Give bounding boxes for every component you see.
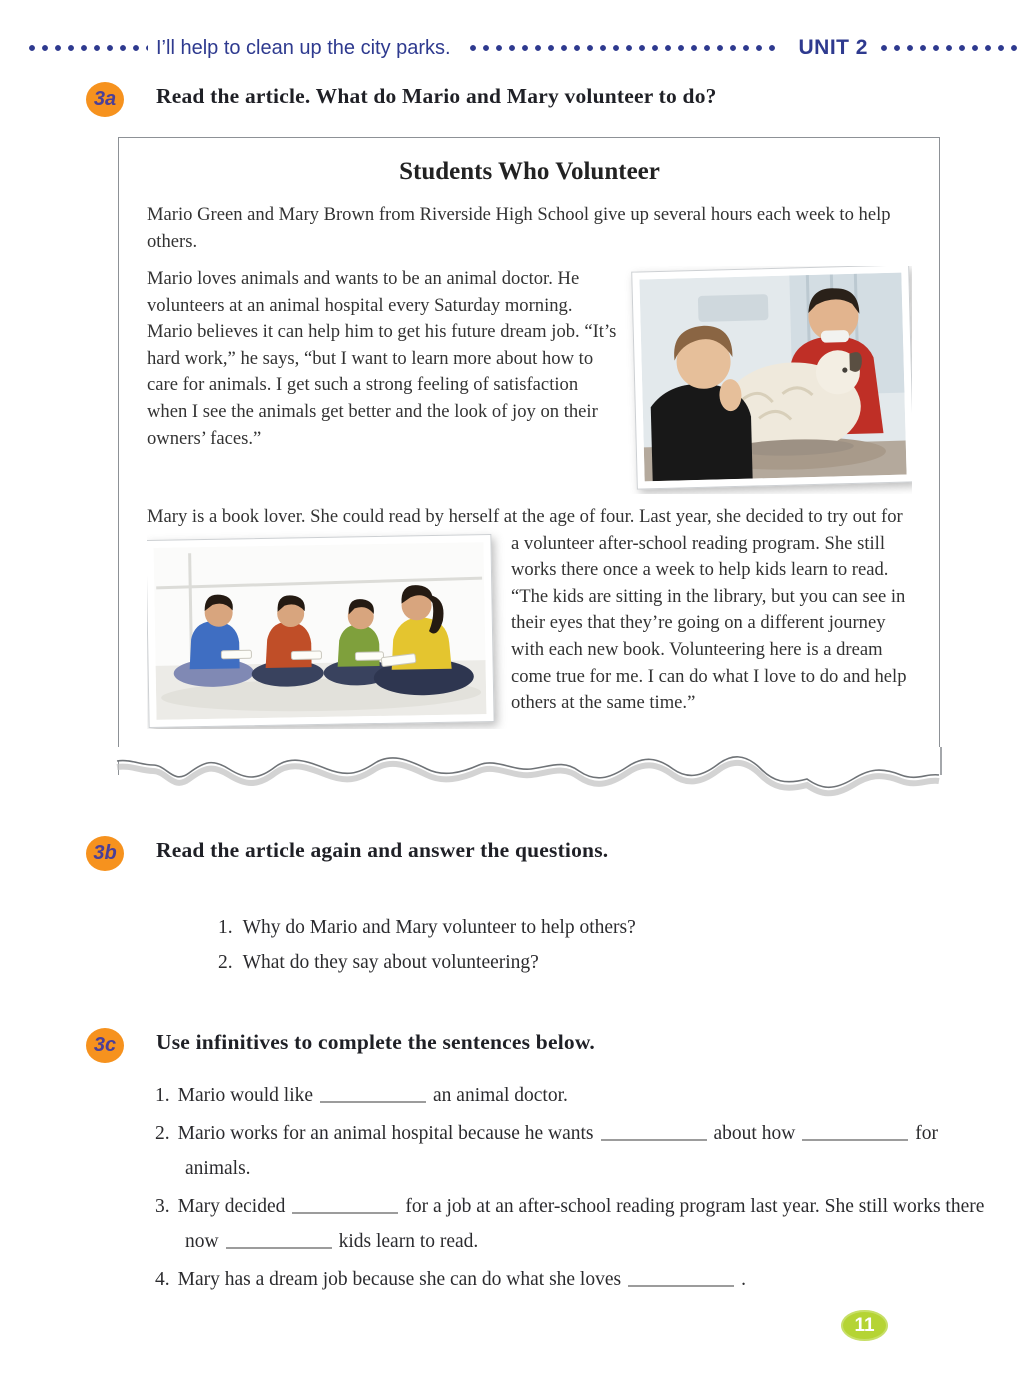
sentence-4-number: 4. [155, 1268, 170, 1290]
torn-paper-edge [117, 747, 942, 809]
header-dots-left-icon [28, 44, 148, 52]
sentence-2-number: 2. [155, 1122, 170, 1144]
article-box [118, 137, 940, 775]
sentence-1-pre: Mario would like [177, 1085, 314, 1106]
sentence-4 [155, 1262, 1007, 1298]
sentence-3-pre: Mary decided [177, 1195, 286, 1217]
question-1-text: Why do Mario and Mary volunteer to help others? [242, 917, 636, 938]
sentence-4-pre: Mary has a dream job because she can do what she loves [177, 1268, 622, 1290]
page-number-badge: 11 [841, 1310, 888, 1341]
question-list [218, 910, 636, 980]
article-paragraph-3 [147, 504, 912, 729]
section-3c-heading: Use infinitives to complete the sentences below. [156, 1030, 595, 1054]
sentence-3-post: kids learn to read. [338, 1231, 479, 1252]
article-paragraph-3-intro: Mary is a book lover. She could read by herself at the age of four. Last year, she decided to try out for a volunteer after-school reading program. [147, 506, 903, 554]
article-paragraph-2 [147, 266, 912, 494]
section-3b-badge: 3b [86, 836, 124, 871]
page-header [28, 36, 1024, 60]
section-3c-badge: 3c [86, 1028, 124, 1063]
header-dots-middle-icon [469, 44, 777, 52]
section-3a-heading: Read the article. What do Mario and Mary volunteer to do? [156, 84, 717, 108]
sentence-2-post: for animals. [185, 1122, 939, 1179]
section-3c [86, 1030, 984, 1063]
section-3b [86, 838, 984, 871]
lesson-title: I’ll help to clean up the city parks. [156, 36, 451, 59]
question-1 [218, 910, 636, 945]
unit-label: UNIT 2 [798, 36, 868, 59]
fill-in-blank [628, 1272, 734, 1287]
sentence-3-number: 3. [155, 1195, 170, 1217]
article-title: Students Who Volunteer [399, 158, 660, 185]
sentence-2-pre: Mario works for an animal hospital because he wants [177, 1122, 594, 1144]
section-3a-badge: 3a [86, 82, 124, 117]
section-3a [86, 84, 984, 117]
sentence-3-mid: for a job at an after-school reading program last year. She still works there now [185, 1195, 985, 1252]
sentence-2-mid: about how [713, 1122, 796, 1144]
question-2-number: 2. [218, 952, 233, 973]
article-paragraph-1: Mario Green and Mary Brown from Riverside High School give up several hours each week to help others. [147, 204, 891, 252]
sentence-3 [155, 1189, 1007, 1260]
section-3b-heading: Read the article again and answer the questions. [156, 838, 609, 862]
fill-in-blank [601, 1126, 707, 1141]
sentence-1 [155, 1078, 1007, 1114]
question-1-number: 1. [218, 917, 233, 938]
fill-in-blank [802, 1126, 908, 1141]
fill-in-blank [320, 1088, 426, 1103]
reading-kids-photo [147, 534, 495, 728]
animal-hospital-photo [631, 266, 912, 490]
fill-in-blank [292, 1199, 398, 1214]
question-2 [218, 945, 636, 980]
header-dots-right-icon [880, 44, 1024, 52]
article-paragraph-3-wrap: She still works there once a week to help kids learn to read. “The kids are sitting in the library, but you can see in their eyes that they’re going on a different journey with each new book. Volunteering here is a dream come true for me. I can do what I love to do and help others at the same time.” [511, 532, 907, 714]
sentence-1-number: 1. [155, 1085, 170, 1106]
sentence-4-post: . [741, 1268, 746, 1290]
sentence-2 [155, 1116, 1007, 1187]
fill-in-blank [226, 1234, 332, 1249]
article-paragraph-2-text: Mario loves animals and wants to be an animal doctor. He volunteers at an animal hospital every Saturday morning. Mario believes it can help him to get his future dream job. “It’s hard work,” he says, “but I want to learn more about how to care for animals. I get such a strong feeling of satisfaction when I see the animals get better and the look of joy on their owners’ faces.” [147, 268, 617, 449]
question-2-text: What do they say about volunteering? [242, 952, 539, 973]
sentence-1-post: an animal doctor. [433, 1085, 568, 1106]
sentence-list [155, 1078, 1007, 1299]
